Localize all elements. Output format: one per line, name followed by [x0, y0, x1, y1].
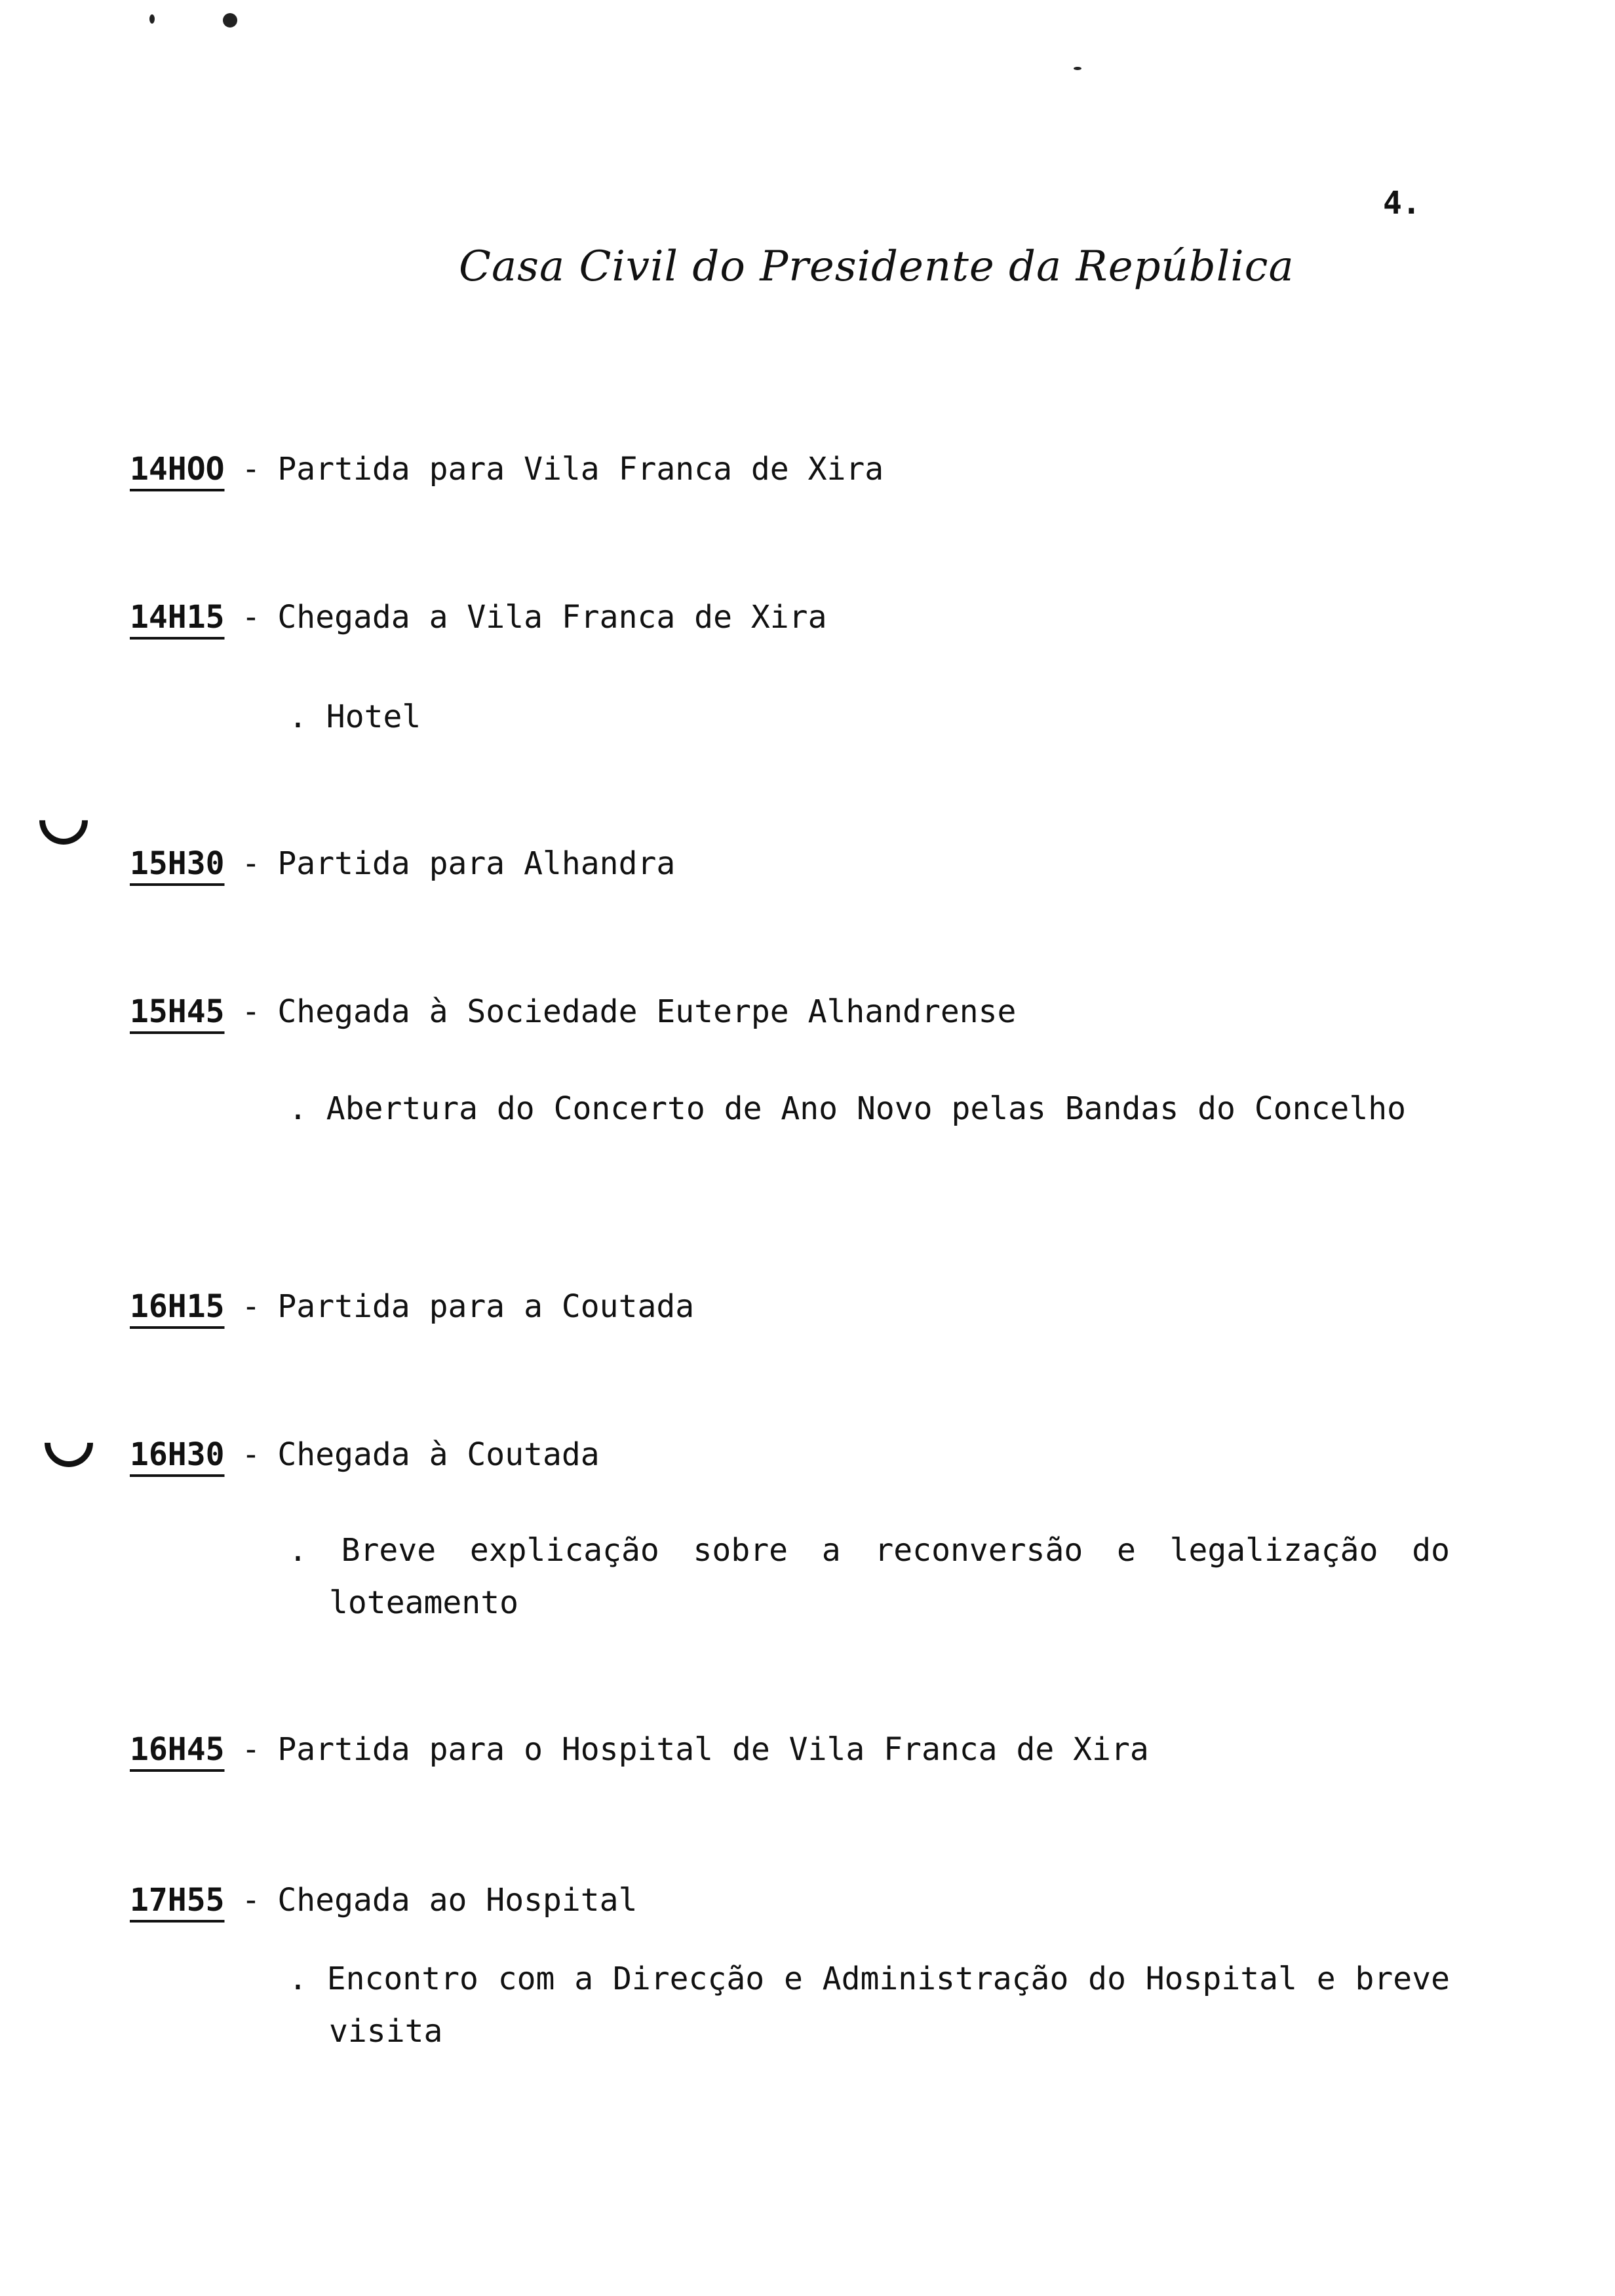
schedule-entry — [130, 1874, 1414, 1926]
entry-time: 16H45 — [130, 1731, 225, 1768]
schedule-entry — [130, 837, 1414, 890]
entry-detail: . Abertura do Concerto de Ano Novo pelas Bandas do Concelho — [288, 1090, 1407, 1127]
entry-dash: - — [241, 599, 261, 636]
entry-detail: . Encontro com a Direcção e Administração do Hospital e breve visita — [288, 1961, 1450, 2050]
entry-detail: . Breve explicação sobre a reconversão e legalização do loteamento — [288, 1532, 1450, 1621]
entry-text: Partida para Vila Franca de Xira — [277, 451, 884, 488]
scan-speck — [1074, 67, 1081, 70]
entry-text: Chegada a Vila Franca de Xira — [277, 599, 827, 636]
schedule-entry — [130, 1280, 1414, 1333]
entry-text: Chegada à Coutada — [277, 1436, 600, 1473]
entry-time: 15H30 — [130, 845, 225, 882]
entry-dash: - — [241, 845, 261, 882]
punch-hole-mark — [35, 1409, 104, 1478]
schedule-entry — [130, 1428, 1414, 1481]
entry-time: 14H15 — [130, 599, 225, 636]
entry-time: 15H45 — [130, 993, 225, 1030]
entry-text: Partida para Alhandra — [277, 845, 676, 882]
entry-text: Chegada à Sociedade Euterpe Alhandrense — [277, 993, 1017, 1030]
entry-text: Chegada ao Hospital — [277, 1882, 638, 1919]
entry-dash: - — [241, 1288, 261, 1325]
schedule-entry — [130, 1723, 1414, 1776]
entry-time: 14HOO — [130, 451, 225, 488]
scan-speck — [223, 13, 237, 28]
scan-speck — [149, 14, 155, 24]
schedule-entry — [130, 985, 1414, 1038]
punch-hole-mark — [29, 786, 98, 855]
entry-dash: - — [241, 993, 261, 1030]
entry-time: 16H15 — [130, 1288, 225, 1325]
page-number: 4. — [1383, 185, 1421, 221]
entry-dash: - — [241, 1731, 261, 1768]
entry-time: 17H55 — [130, 1882, 225, 1919]
entry-text: Partida para o Hospital de Vila Franca de Xira — [277, 1731, 1149, 1768]
entry-time: 16H30 — [130, 1436, 225, 1473]
entry-detail: . Hotel — [288, 698, 421, 735]
schedule-entry — [130, 443, 1414, 495]
entry-dash: - — [241, 1436, 261, 1473]
entry-dash: - — [241, 451, 261, 488]
letterhead: Casa Civil do Presidente da República — [459, 242, 1294, 291]
entry-text: Partida para a Coutada — [277, 1288, 695, 1325]
schedule-entry — [130, 591, 1414, 643]
entry-dash: - — [241, 1882, 261, 1919]
